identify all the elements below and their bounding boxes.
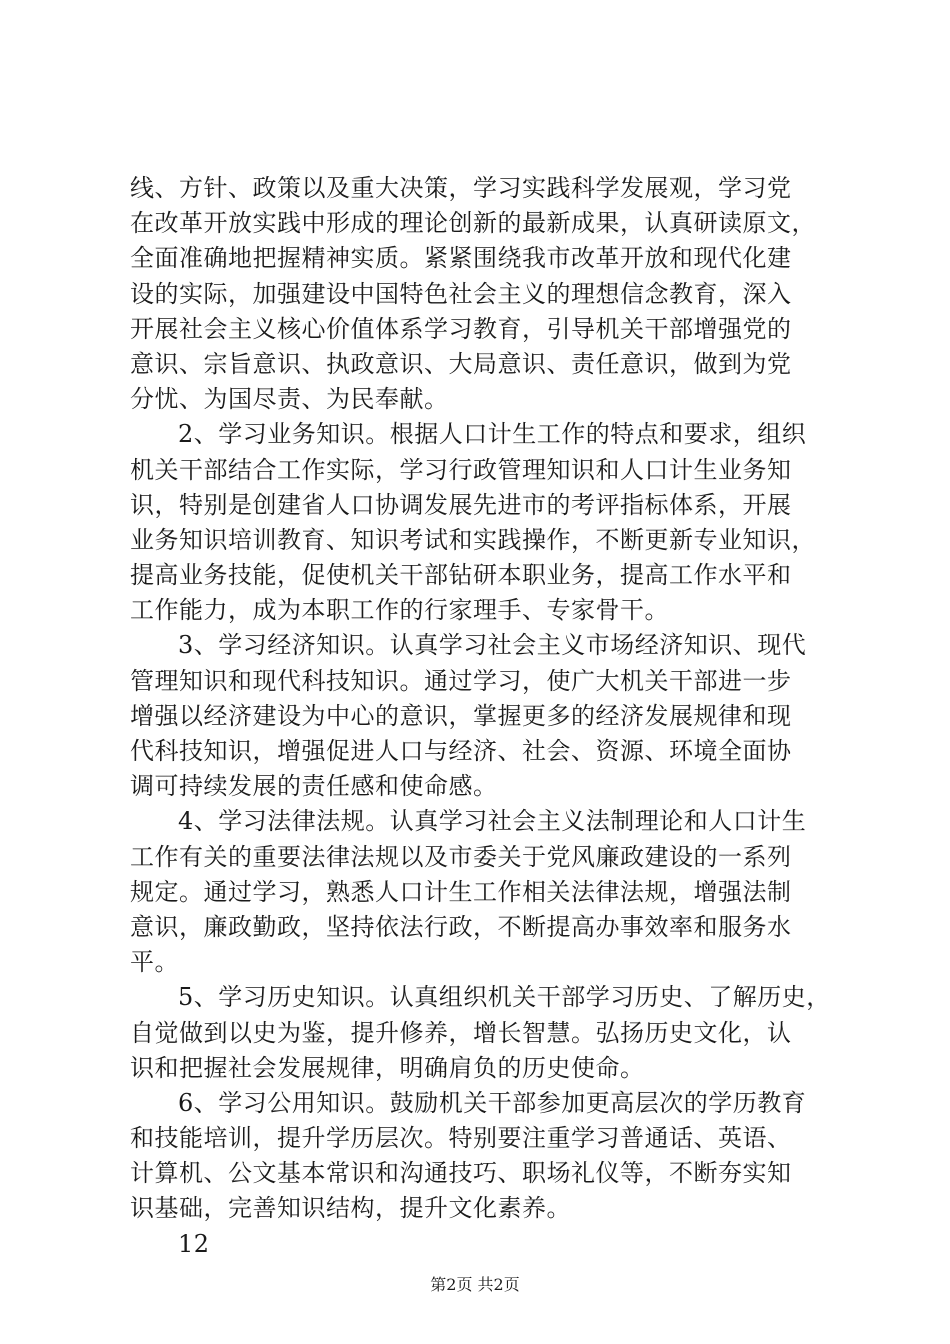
text-line: 计算机、公文基本常识和沟通技巧、职场礼仪等，不断夯实知	[130, 1159, 792, 1188]
text-line: 代科技知识，增强促进人口与经济、社会、资源、环境全面协	[130, 737, 792, 765]
text-line: 规定。通过学习，熟悉人口计生工作相关法律法规，增强法制	[130, 877, 792, 906]
text-line: 2、学习业务知识。根据人口计生工作的特点和要求，组织	[178, 420, 807, 449]
text-line: 全面准确地把握精神实质。紧紧围绕我市改革开放和现代化建	[130, 244, 792, 273]
document-body	[130, 171, 830, 1262]
text-line: 意识、宗旨意识、执政意识、大局意识、责任意识，做到为党	[130, 349, 792, 378]
text-line: 开展社会主义核心价值体系学习教育，引导机关干部增强党的	[130, 314, 792, 343]
text-line: 增强以经济建设为中心的意识，掌握更多的经济发展规律和现	[130, 701, 792, 730]
text-line: 和技能培训，提升学历层次。特别要注重学习普通话、英语、	[130, 1124, 792, 1153]
text-line: 4、学习法律法规。认真学习社会主义法制理论和人口计生	[178, 807, 807, 836]
text-line: 平。	[130, 948, 179, 977]
text-line: 线、方针、政策以及重大决策，学习实践科学发展观，学习党	[130, 174, 792, 202]
text-line: 提高业务技能，促使机关干部钻研本职业务，提高工作水平和	[130, 561, 792, 590]
text-line: 设的实际，加强建设中国特色社会主义的理想信念教育，深入	[130, 279, 792, 308]
text-line: 管理知识和现代科技知识。通过学习，使广大机关干部进一步	[130, 666, 792, 695]
text-line: 意识，廉政勤政，坚持依法行政，不断提高办事效率和服务水	[130, 912, 792, 941]
text-line: 在改革开放实践中形成的理论创新的最新成果，认真研读原文，	[130, 209, 816, 238]
text-line: 3、学习经济知识。认真学习社会主义市场经济知识、现代	[178, 631, 807, 660]
text-line: 识，特别是创建省人口协调发展先进市的考评指标体系，开展	[130, 490, 792, 519]
text-line: 工作有关的重要法律法规以及市委关于党风廉政建设的一系列	[130, 842, 792, 871]
text-line: 自觉做到以史为鉴，提升修养，增长智慧。弘扬历史文化，认	[130, 1018, 792, 1047]
text-line: 业务知识培训教育、知识考试和实践操作，不断更新专业知识，	[130, 525, 816, 554]
text-line: 机关干部结合工作实际，学习行政管理知识和人口计生业务知	[130, 455, 792, 484]
text-line: 5、学习历史知识。认真组织机关干部学习历史、了解历史，	[178, 983, 831, 1012]
text-line: 调可持续发展的责任感和使命感。	[130, 772, 498, 801]
text-line: 工作能力，成为本职工作的行家理手、专家骨干。	[130, 596, 669, 625]
text-line: 识基础，完善知识结构，提升文化素养。	[130, 1194, 571, 1223]
text-line: 6、学习公用知识。鼓励机关干部参加更高层次的学历教育	[178, 1088, 807, 1117]
text-line: 12	[178, 1229, 210, 1258]
text-line: 识和把握社会发展规律，明确肩负的历史使命。	[130, 1053, 645, 1082]
page-number: 第2页 共2页	[430, 1275, 520, 1294]
text-line: 分忧、为国尽责、为民奉献。	[130, 385, 449, 414]
